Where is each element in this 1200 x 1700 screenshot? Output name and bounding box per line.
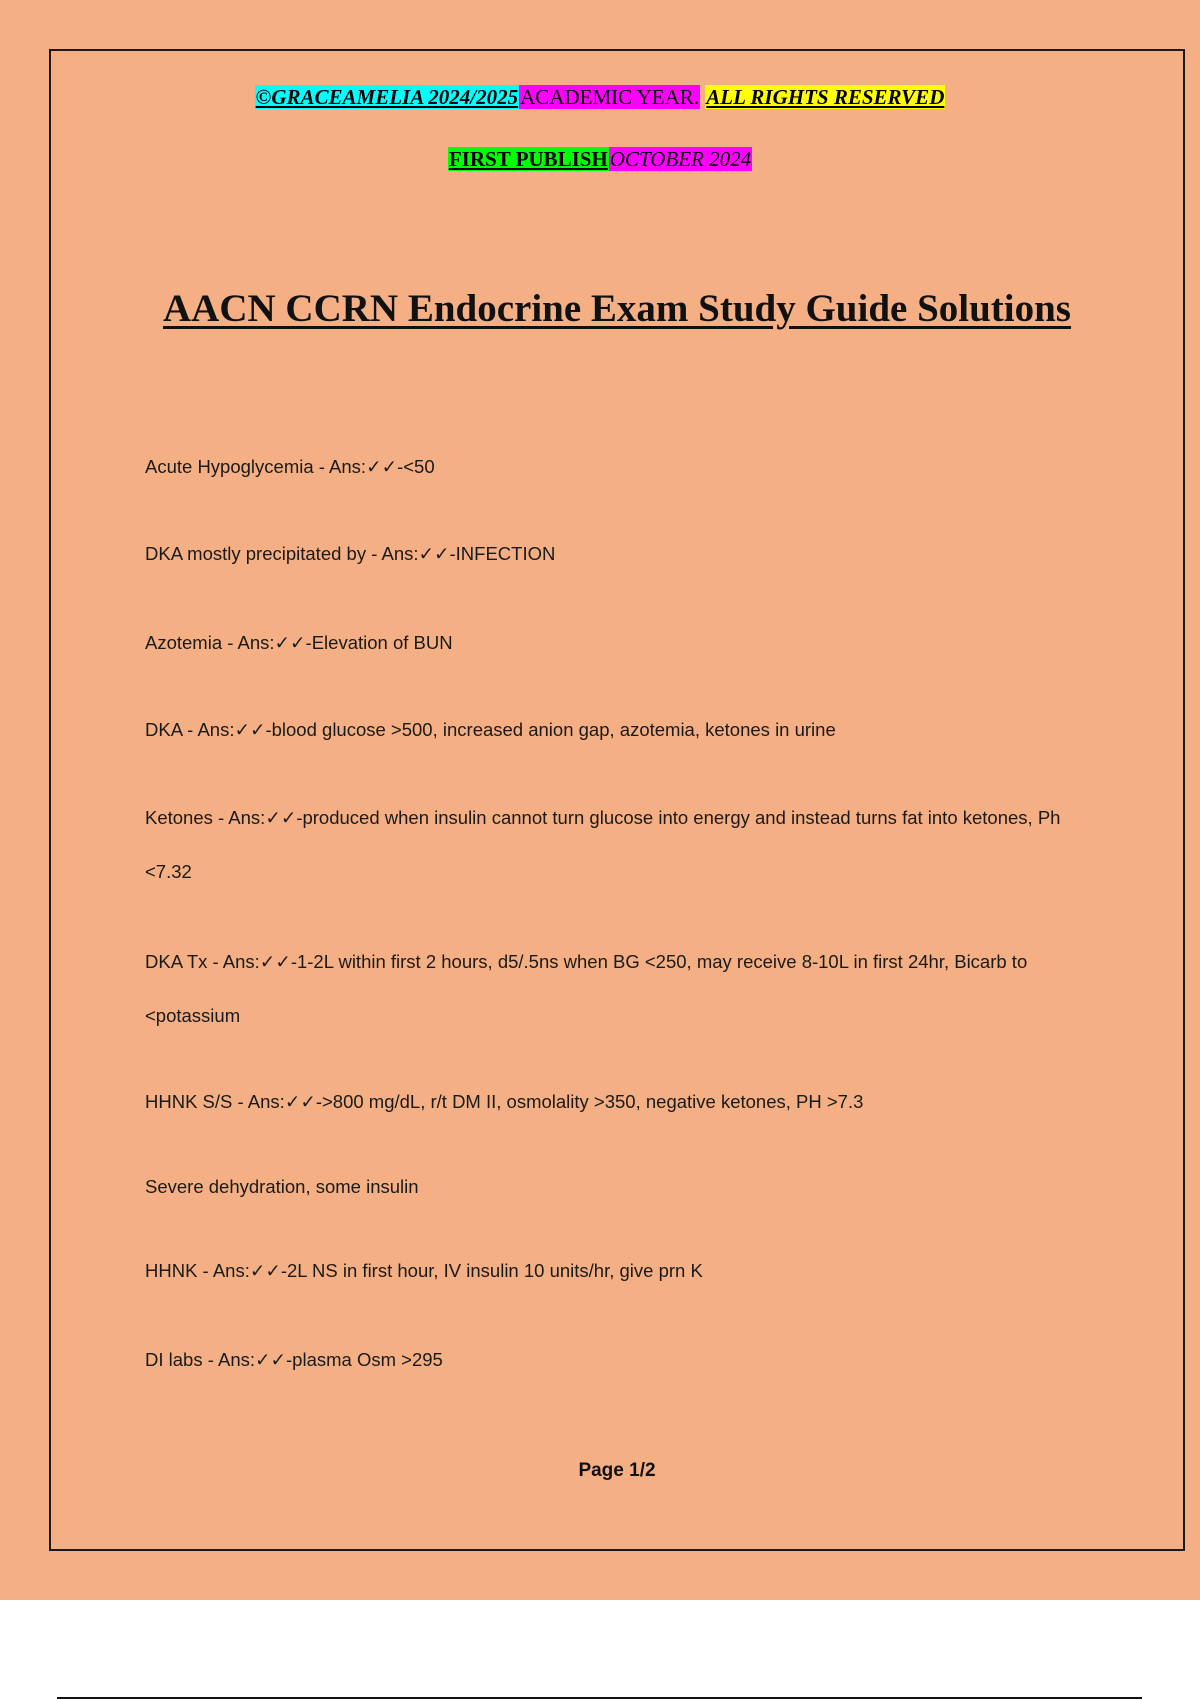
page-number: Page 1/2 [578,1460,656,1481]
entry-severe-dehydration: Severe dehydration, some insulin [145,1176,419,1197]
entry-dka-tx: DKA Tx - Ans:✓✓-1-2L within first 2 hours, d5/.5ns when BG <250, may receive 8-10L in first 24hr, Bicarb to <potassium [145,951,1028,1026]
entry-ketones: Ketones - Ans:✓✓-produced when insulin cannot turn glucose into energy and instead turns fat into ketones, Ph <7.32 [145,807,1061,882]
bottom-divider [57,1697,1142,1699]
rights-reserved-label: ALL RIGHTS RESERVED [706,85,945,109]
copyright-header [0,84,1200,110]
entry-di-labs: DI labs - Ans:✓✓-plasma Osm >295 [145,1349,443,1370]
entry-dka: DKA - Ans:✓✓-blood glucose >500, increased anion gap, azotemia, ketones in urine [145,719,836,740]
copyright-notice: ©GRACEAMELIA 2024/2025 [255,85,519,109]
academic-year-label: ACADEMIC YEAR. [520,85,700,109]
publish-date: OCTOBER 2024 [609,147,752,171]
entry-hhnk: HHNK - Ans:✓✓-2L NS in first hour, IV insulin 10 units/hr, give prn K [145,1260,703,1281]
first-publish-label: FIRST PUBLISH [448,147,608,171]
entry-hhnk-ss: HHNK S/S - Ans:✓✓->800 mg/dL, r/t DM II, osmolality >350, negative ketones, PH >7.3 [145,1091,864,1112]
document-title: AACN CCRN Endocrine Exam Study Guide Solutions [163,287,1071,330]
entry-azotemia: Azotemia - Ans:✓✓-Elevation of BUN [145,632,453,653]
publish-header [0,146,1200,172]
entry-acute-hypoglycemia: Acute Hypoglycemia - Ans:✓✓-<50 [145,456,435,477]
entry-dka-precipitated: DKA mostly precipitated by - Ans:✓✓-INFECTION [145,543,556,564]
